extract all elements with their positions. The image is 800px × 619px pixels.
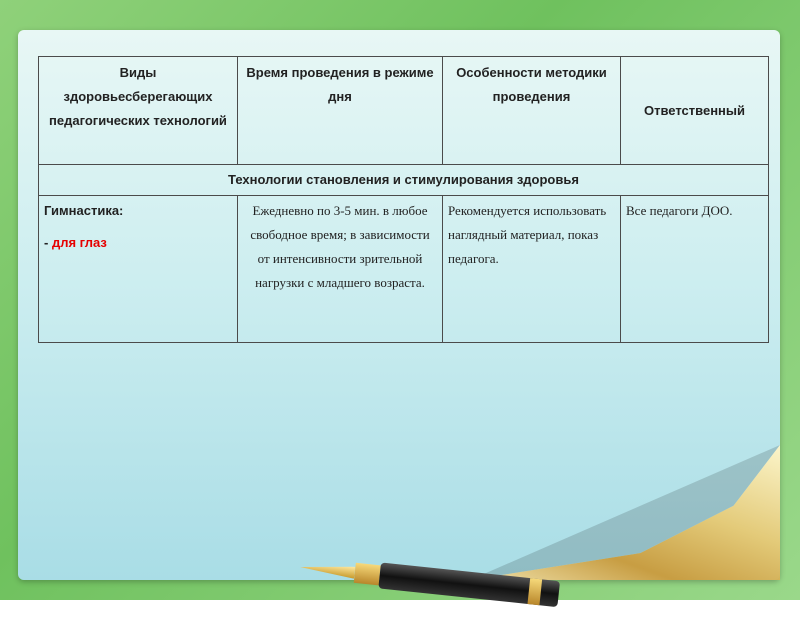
gymnastics-title: Гимнастика:	[44, 203, 124, 218]
table-header-row	[39, 57, 769, 165]
header-types: Виды здоровьесберегающих педагогических технологий	[39, 57, 238, 165]
gymnastics-subtype	[44, 231, 232, 255]
subtype-highlight: для глаз	[51, 235, 107, 250]
pen-nib	[299, 561, 355, 579]
header-time: Время проведения в режиме дня	[238, 57, 443, 165]
cell-type	[39, 196, 238, 343]
pen-grip	[354, 563, 381, 586]
subtype-prefix: -	[44, 235, 52, 250]
cell-time: Ежедневно по 3-5 мин. в любое свободное время; в зависимости от интенсивности зрительной нагрузки с младшего возраста.	[238, 196, 443, 343]
cell-responsible: Все педагоги ДОО.	[621, 196, 769, 343]
health-technologies-table	[38, 56, 769, 343]
header-responsible: Ответственный	[621, 57, 769, 165]
cell-method: Рекомендуется использовать наглядный материал, показ педагога.	[443, 196, 621, 343]
section-title: Технологии становления и стимулирования здоровья	[39, 165, 769, 196]
header-method: Особенности методики проведения	[443, 57, 621, 165]
table-section-row	[39, 165, 769, 196]
table-row	[39, 196, 769, 343]
